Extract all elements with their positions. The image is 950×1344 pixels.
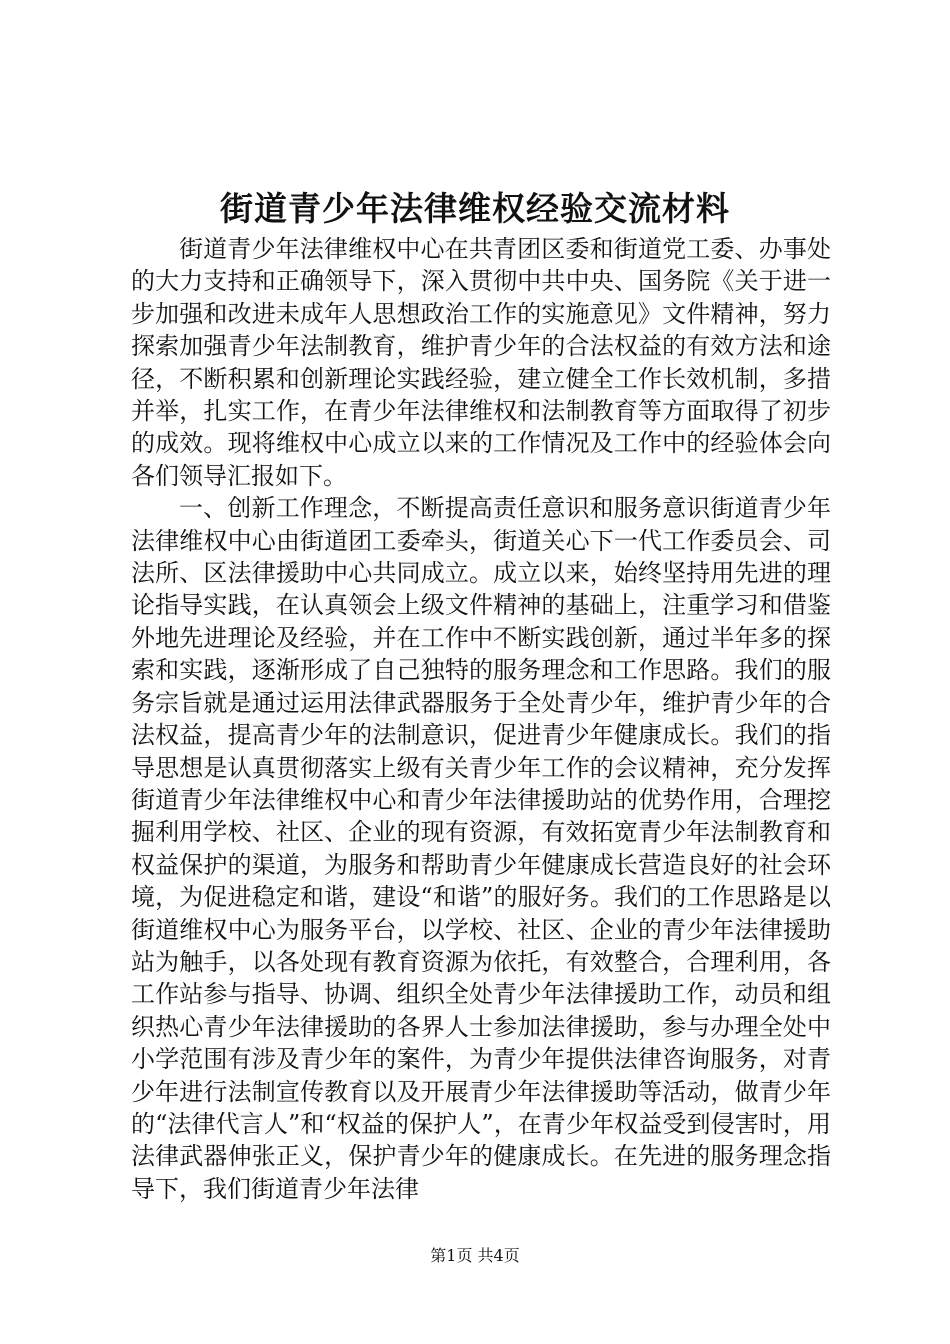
document-body (131, 233, 831, 1205)
document-title: 街道青少年法律维权经验交流材料 (220, 189, 730, 228)
paragraph-section-one: 一、创新工作理念，不断提高责任意识和服务意识街道青少年法律维权中心由街道团工委牵头，街道关心下一代工作委员会、司法所、区法律援助中心共同成立。成立以来，始终坚持用先进的理论指导实践，在认真领会上级文件精神的基础上，注重学习和借鉴外地先进理论及经验，并在工作中不断实践创新，通过半年多的探索和实践，逐渐形成了自己独特的服务理念和工作思路。我们的服务宗旨就是通过运用法律武器服务于全处青少年，维护青少年的合法权益，提高青少年的法制意识，促进青少年健康成长。我们的指导思想是认真贯彻落实上级有关青少年工作的会议精神，充分发挥街道青少年法律维权中心和青少年法律援助站的优势作用，合理挖掘利用学校、社区、企业的现有资源，有效拓宽青少年法制教育和权益保护的渠道，为服务和帮助青少年健康成长营造良好的社会环境，为促进稳定和谐，建设“和谐”的服好务。我们的工作思路是以街道维权中心为服务平台，以学校、社区、企业的青少年法律援助站为触手，以各处现有教育资源为依托，有效整合，合理利用，各工作站参与指导、协调、组织全处青少年法律援助工作，动员和组织热心青少年法律援助的各界人士参加法律援助，参与办理全处中小学范围有涉及青少年的案件，为青少年提供法律咨询服务，对青少年进行法制宣传教育以及开展青少年法律援助等活动，做青少年的“法律代言人”和“权益的保护人”，在青少年权益受到侵害时，用法律武器伸张正义，保护青少年的健康成长。在先进的服务理念指导下，我们街道青少年法律 (131, 494, 831, 1203)
page-number-footer: 第1页 共4页 (430, 1246, 520, 1265)
paragraph-intro: 街道青少年法律维权中心在共青团区委和街道党工委、办事处的大力支持和正确领导下，深入贯彻中共中央、国务院《关于进一步加强和改进未成年人思想政治工作的实施意见》文件精神，努力探索加强青少年法制教育，维护青少年的合法权益的有效方法和途径，不断积累和创新理论实践经验，建立健全工作长效机制，多措并举，扎实工作，在青少年法律维权和法制教育等方面取得了初步的成效。现将维权中心成立以来的工作情况及工作中的经验体会向各们领导汇报如下。 (131, 235, 831, 490)
